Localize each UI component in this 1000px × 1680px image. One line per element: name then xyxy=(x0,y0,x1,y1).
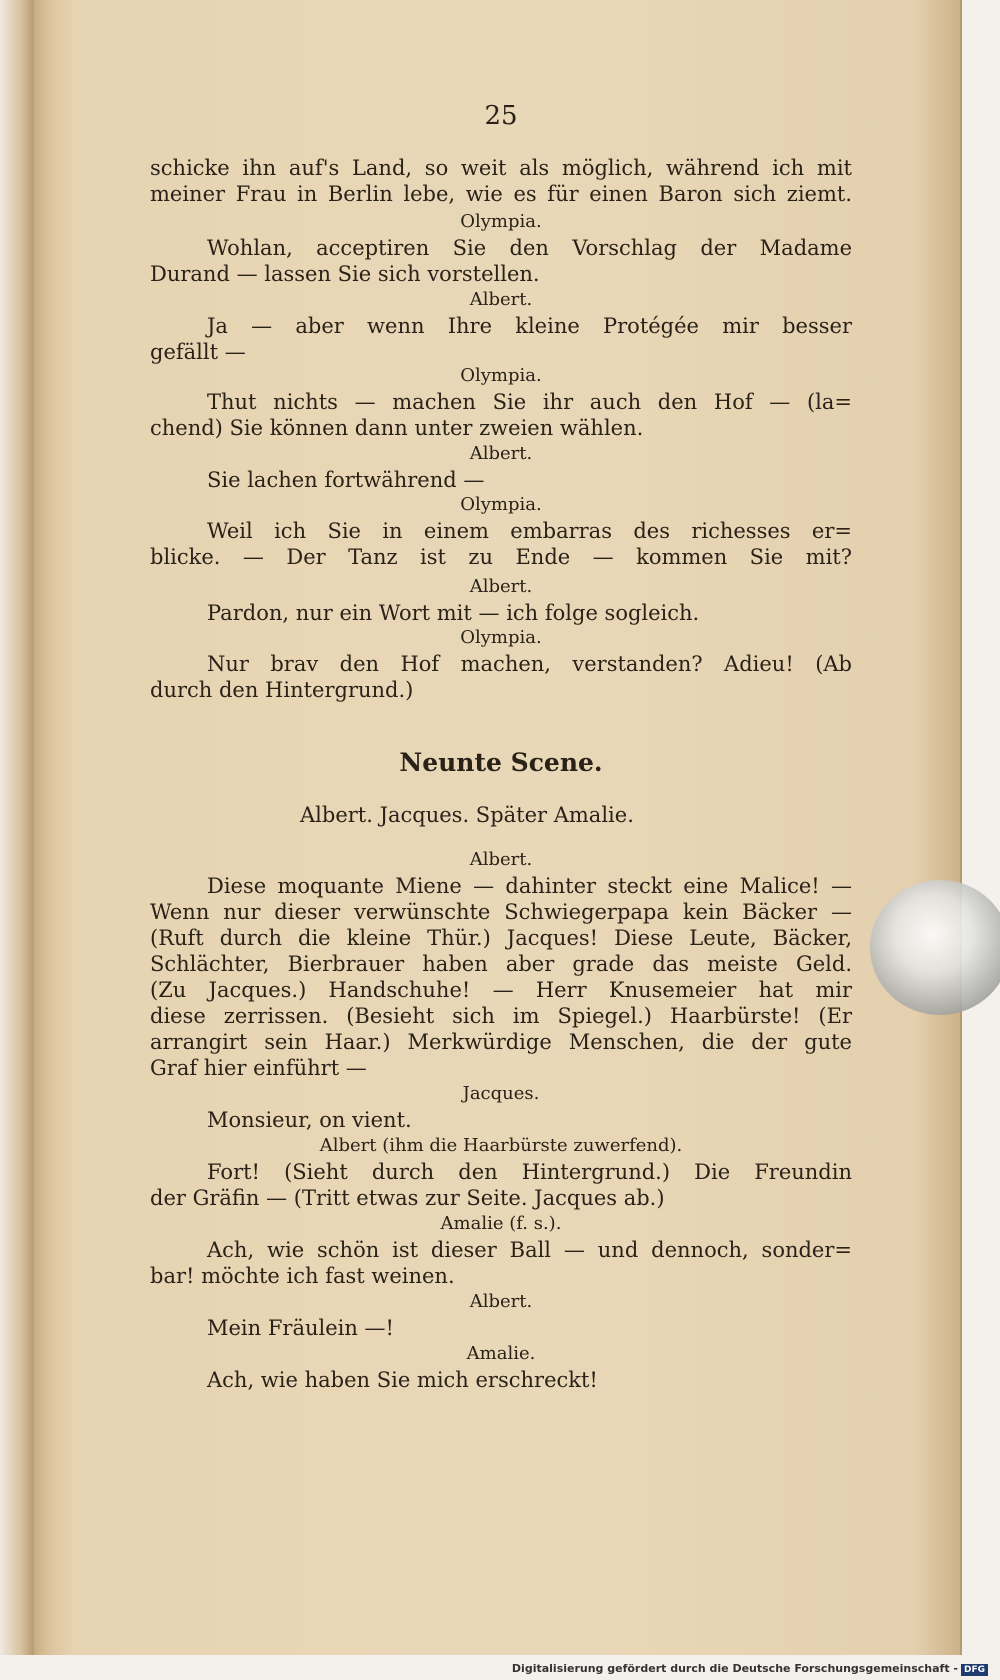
speaker-name: Albert. xyxy=(469,849,533,870)
text-line: Schlächter, Bierbrauer haben aber grade das meiste Geld. xyxy=(150,952,852,976)
text-line: Thut nichts — machen Sie ihr auch den Hof — (la= xyxy=(207,390,852,414)
speaker-name: Jacques. xyxy=(462,1083,540,1104)
digitization-footer xyxy=(512,1662,988,1676)
text-line: schicke ihn auf's Land, so weit als möglich, während ich mit xyxy=(150,156,852,180)
scene-heading: Neunte Scene. xyxy=(399,748,603,777)
text-line: Sie lachen fortwährend — xyxy=(207,468,485,492)
speaker-name: Albert. xyxy=(469,1291,533,1312)
footer-credit: Digitalisierung gefördert durch die Deutsche Forschungsgemeinschaft - xyxy=(511,1662,958,1675)
speaker-name: Olympia. xyxy=(460,627,542,648)
speaker-name: Albert. xyxy=(469,576,533,597)
text-line: Ach, wie schön ist dieser Ball — und dennoch, sonder= xyxy=(207,1238,852,1262)
text-line: chend) Sie können dann unter zweien wählen. xyxy=(150,416,644,440)
dfg-logo: DFG xyxy=(961,1664,988,1676)
text-line: durch den Hintergrund.) xyxy=(150,678,414,702)
text-line: Diese moquante Miene — dahinter steckt eine Malice! — xyxy=(207,874,852,898)
text-line: Weil ich Sie in einem embarras des richesses er= xyxy=(207,519,852,543)
book-left-edge xyxy=(0,0,34,1655)
speaker-name: Albert. xyxy=(469,443,533,464)
page-number: 25 xyxy=(484,101,518,131)
text-line: gefällt — xyxy=(150,340,246,364)
text-line: Durand — lassen Sie sich vorstellen. xyxy=(150,262,540,286)
speaker-name: Olympia. xyxy=(460,494,542,515)
speaker-name: Albert. xyxy=(469,289,533,310)
text-line: Monsieur, on vient. xyxy=(207,1108,412,1132)
text-line: (Zu Jacques.) Handschuhe! — Herr Knusemeier hat mir xyxy=(150,978,852,1002)
text-line: arrangirt sein Haar.) Merkwürdige Menschen, die der gute xyxy=(150,1030,852,1054)
text-line: Graf hier einführt — xyxy=(150,1056,367,1080)
text-line: blicke. — Der Tanz ist zu Ende — kommen Sie mit? xyxy=(150,545,852,569)
text-line: Ja — aber wenn Ihre kleine Protégée mir besser xyxy=(207,314,852,338)
text-line: Pardon, nur ein Wort mit — ich folge sogleich. xyxy=(207,601,700,625)
text-line: Fort! (Sieht durch den Hintergrund.) Die Freundin xyxy=(207,1160,852,1184)
page-clip-holder xyxy=(870,880,1000,1015)
text-line: Mein Fräulein —! xyxy=(207,1316,395,1340)
text-line: Wohlan, acceptiren Sie den Vorschlag der Madame xyxy=(207,236,852,260)
text-line: diese zerrissen. (Besieht sich im Spiegel.) Haarbürste! (Er xyxy=(150,1004,852,1028)
text-line: (Ruft durch die kleine Thür.) Jacques! Diese Leute, Bäcker, xyxy=(150,926,852,950)
text-line: Wenn nur dieser verwünschte Schwiegerpapa kein Bäcker — xyxy=(150,900,852,924)
text-line: Ach, wie haben Sie mich erschreckt! xyxy=(207,1368,598,1392)
text-line: meiner Frau in Berlin lebe, wie es für einen Baron sich ziemt. xyxy=(150,182,852,206)
speaker-name: Albert (ihm die Haarbürste zuwerfend). xyxy=(319,1135,683,1156)
text-line: bar! möchte ich fast weinen. xyxy=(150,1264,455,1288)
text-line: der Gräfin — (Tritt etwas zur Seite. Jacques ab.) xyxy=(150,1186,665,1210)
text-line: Nur brav den Hof machen, verstanden? Adieu! (Ab xyxy=(207,652,852,676)
scene-characters: Albert. Jacques. Später Amalie. xyxy=(300,803,634,827)
speaker-name: Amalie. xyxy=(466,1343,536,1364)
speaker-name: Olympia. xyxy=(460,365,542,386)
book-page xyxy=(34,0,962,1655)
speaker-name: Amalie (f. s.). xyxy=(440,1213,562,1234)
speaker-name: Olympia. xyxy=(460,211,542,232)
